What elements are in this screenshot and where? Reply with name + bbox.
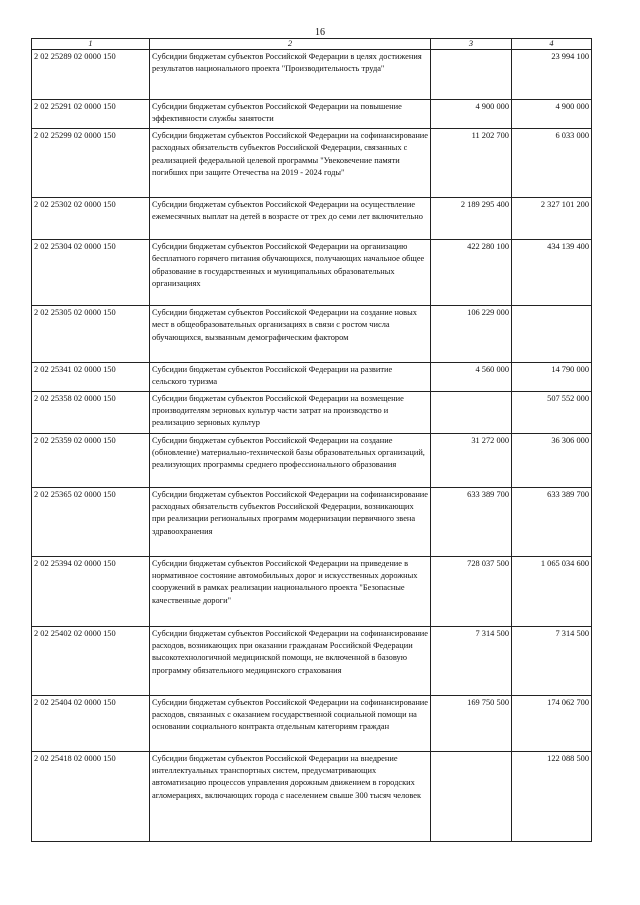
page-number: 16 [315,27,325,38]
subsidy-description: Субсидии бюджетам субъектов Российской Федерации на создание (обновление) материально-технической базы образовательных организаций, реализующих программы среднего профессионального образования [150,433,431,487]
subsidy-description: Субсидии бюджетам субъектов Российской Федерации на софинансирование расходов, возникающих при оказании гражданам Российской Федерации высокотехнологичной медицинской помощи, не включенной в базовую программу обязательного медицинского страхования [150,626,431,695]
amount-col3: 4 560 000 [431,362,512,391]
amount-col4: 633 389 700 [512,487,592,556]
subsidy-description: Субсидии бюджетам субъектов Российской Федерации на софинансирование расходных обязательств субъектов Российской Федерации, связанных с реализацией федеральной целевой программы "Увековечение памяти погибших при защите Отечества на 2019 - 2024 годы" [150,128,431,197]
table-row [32,197,592,239]
amount-col4: 36 306 000 [512,433,592,487]
amount-col4: 6 033 000 [512,128,592,197]
amount-col3: 31 272 000 [431,433,512,487]
amount-col3: 106 229 000 [431,305,512,362]
subsidy-description: Субсидии бюджетам субъектов Российской Федерации на осуществление ежемесячных выплат на детей в возрасте от трех до семи лет включительно [150,197,431,239]
table-row [32,751,592,841]
amount-col4: 14 790 000 [512,362,592,391]
budget-code: 2 02 25359 02 0000 150 [32,433,150,487]
subsidy-description: Субсидии бюджетам субъектов Российской Федерации на софинансирование расходных обязательств субъектов Российской Федерации, возникающих при реализации региональных программ модернизации первичного звена здравоохранения [150,487,431,556]
subsidy-description: Субсидии бюджетам субъектов Российской Федерации на возмещение производителям зерновых культур части затрат на производство и реализацию зерновых культур [150,391,431,433]
amount-col3: 2 189 295 400 [431,197,512,239]
budget-code: 2 02 25341 02 0000 150 [32,362,150,391]
budget-code: 2 02 25358 02 0000 150 [32,391,150,433]
amount-col3: 633 389 700 [431,487,512,556]
budget-code: 2 02 25304 02 0000 150 [32,239,150,305]
budget-table [31,38,592,842]
subsidy-description: Субсидии бюджетам субъектов Российской Федерации на создание новых мест в общеобразовательных организациях в связи с ростом числа обучающихся, вызванным демографическим фактором [150,305,431,362]
table-row [32,239,592,305]
table-header-row [32,39,592,50]
budget-code: 2 02 25302 02 0000 150 [32,197,150,239]
amount-col3 [431,751,512,841]
table-row [32,128,592,197]
budget-code: 2 02 25305 02 0000 150 [32,305,150,362]
amount-col3 [431,391,512,433]
amount-col4: 7 314 500 [512,626,592,695]
amount-col3 [431,50,512,100]
budget-code: 2 02 25402 02 0000 150 [32,626,150,695]
amount-col3: 7 314 500 [431,626,512,695]
budget-code: 2 02 25404 02 0000 150 [32,695,150,751]
amount-col4: 2 327 101 200 [512,197,592,239]
subsidy-description: Субсидии бюджетам субъектов Российской Федерации на организацию бесплатного горячего питания обучающихся, получающих начальное общее образование в государственных и муниципальных образовательных организациях [150,239,431,305]
table-row [32,626,592,695]
header-col-1: 1 [32,39,150,50]
amount-col3: 11 202 700 [431,128,512,197]
amount-col4: 174 062 700 [512,695,592,751]
table-row [32,50,592,100]
header-col-3: 3 [431,39,512,50]
budget-code: 2 02 25365 02 0000 150 [32,487,150,556]
amount-col3: 4 900 000 [431,100,512,129]
budget-code: 2 02 25394 02 0000 150 [32,556,150,626]
header-col-4: 4 [512,39,592,50]
table-row [32,391,592,433]
budget-code: 2 02 25291 02 0000 150 [32,100,150,129]
subsidy-description: Субсидии бюджетам субъектов Российской Федерации на софинансирование расходов, связанных с оказанием государственной социальной помощи на основании социального контракта отдельным категориям граждан [150,695,431,751]
amount-col4: 23 994 100 [512,50,592,100]
amount-col3: 728 037 500 [431,556,512,626]
subsidy-description: Субсидии бюджетам субъектов Российской Федерации в целях достижения результатов национального проекта "Производительность труда" [150,50,431,100]
table-row [32,362,592,391]
budget-code: 2 02 25299 02 0000 150 [32,128,150,197]
table-row [32,487,592,556]
budget-code: 2 02 25289 02 0000 150 [32,50,150,100]
header-col-2: 2 [150,39,431,50]
amount-col3: 422 280 100 [431,239,512,305]
amount-col4: 122 088 500 [512,751,592,841]
table-row [32,305,592,362]
table-row [32,100,592,129]
subsidy-description: Субсидии бюджетам субъектов Российской Федерации на развитие сельского туризма [150,362,431,391]
amount-col4: 1 065 034 600 [512,556,592,626]
table-row [32,433,592,487]
amount-col4: 4 900 000 [512,100,592,129]
subsidy-description: Субсидии бюджетам субъектов Российской Федерации на внедрение интеллектуальных транспортных систем, предусматривающих автоматизацию процессов управления дорожным движением в городских агломерациях, включающих города с населением свыше 300 тысяч человек [150,751,431,841]
subsidy-description: Субсидии бюджетам субъектов Российской Федерации на повышение эффективности службы занятости [150,100,431,129]
amount-col4: 434 139 400 [512,239,592,305]
amount-col4 [512,305,592,362]
amount-col4: 507 552 000 [512,391,592,433]
table-row [32,556,592,626]
table-row [32,695,592,751]
budget-code: 2 02 25418 02 0000 150 [32,751,150,841]
subsidy-description: Субсидии бюджетам субъектов Российской Федерации на приведение в нормативное состояние автомобильных дорог и искусственных дорожных сооружений в рамках реализации национального проекта "Безопасные качественные дороги" [150,556,431,626]
amount-col3: 169 750 500 [431,695,512,751]
